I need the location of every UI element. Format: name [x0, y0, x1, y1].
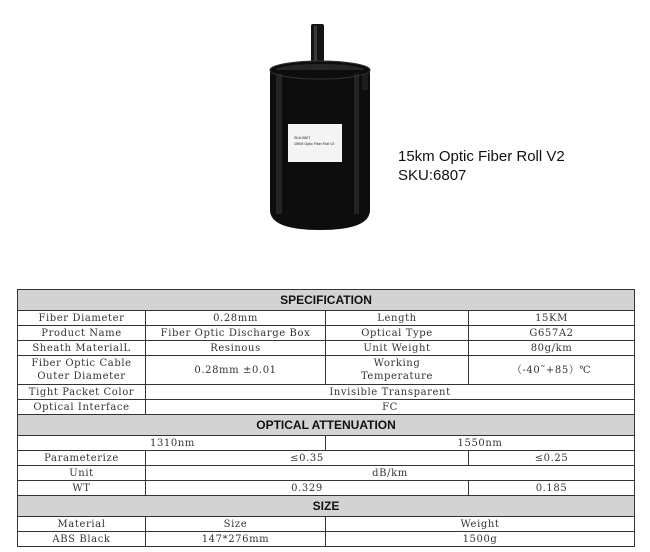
attenuation-key: Parameterize: [18, 451, 146, 466]
table-row: [18, 326, 635, 341]
attenuation-value: 0.329: [146, 481, 469, 496]
spec-value: （-40˜+85）℃: [469, 356, 635, 385]
spec-key: [18, 356, 146, 385]
specification-heading: SPECIFICATION: [18, 290, 635, 311]
attenuation-key: Unit: [18, 466, 146, 481]
specification-table: [17, 289, 635, 547]
table-row: [18, 311, 635, 326]
specification-heading-row: [18, 290, 635, 311]
product-image: [262, 24, 378, 232]
spec-key-line: Outer Diameter: [37, 371, 126, 382]
spec-key: Sheath MaterialL: [18, 341, 146, 356]
table-row: [18, 385, 635, 400]
attenuation-heading-row: [18, 415, 635, 436]
spec-key: Product Name: [18, 326, 146, 341]
table-row: [18, 356, 635, 385]
table-row: [18, 481, 635, 496]
size-heading: SIZE: [18, 496, 635, 517]
spec-key-line: Working: [373, 358, 421, 369]
spec-value: 15KM: [469, 311, 635, 326]
product-label: [288, 124, 342, 162]
table-row: [18, 341, 635, 356]
table-row: [18, 436, 635, 451]
size-value: ABS Black: [18, 532, 146, 547]
spec-value: 0.28mm: [146, 311, 326, 326]
spec-key: Optical Interface: [18, 400, 146, 415]
wavelength-1550: 1550nm: [326, 436, 635, 451]
size-heading-row: [18, 496, 635, 517]
table-row: [18, 451, 635, 466]
spec-value: Resinous: [146, 341, 326, 356]
spec-value: Invisible Transparent: [146, 385, 635, 400]
spec-value: G657A2: [469, 326, 635, 341]
size-value: 147*276mm: [146, 532, 326, 547]
spec-value: 0.28mm ±0.01: [146, 356, 326, 385]
spec-value: Fiber Optic Discharge Box: [146, 326, 326, 341]
table-row: [18, 517, 635, 532]
spec-key: Tight Packet Color: [18, 385, 146, 400]
wavelength-1310: 1310nm: [18, 436, 326, 451]
table-row: [18, 400, 635, 415]
svg-text:15KM Optic Fiber Roll V2: 15KM Optic Fiber Roll V2: [294, 142, 335, 146]
attenuation-value: ≤0.25: [469, 451, 635, 466]
attenuation-value: dB/km: [146, 466, 635, 481]
spec-key-line: Temperature: [360, 371, 434, 382]
spec-key: Fiber Diameter: [18, 311, 146, 326]
table-row: [18, 532, 635, 547]
size-column-header: Weight: [326, 517, 635, 532]
attenuation-heading: OPTICAL ATTENUATION: [18, 415, 635, 436]
size-column-header: Size: [146, 517, 326, 532]
spec-value: 80g/km: [469, 341, 635, 356]
product-name: 15km Optic Fiber Roll V2: [398, 148, 565, 165]
attenuation-value: ≤0.35: [146, 451, 469, 466]
attenuation-value: 0.185: [469, 481, 635, 496]
spec-key-line: Fiber Optic Cable: [31, 358, 132, 369]
product-title-block: [398, 147, 565, 185]
product-sku: SKU:6807: [398, 167, 467, 184]
spec-key: Optical Type: [326, 326, 469, 341]
attenuation-key: WT: [18, 481, 146, 496]
svg-text:SKU:6807: SKU:6807: [294, 136, 311, 140]
spec-key: [326, 356, 469, 385]
size-column-header: Material: [18, 517, 146, 532]
spec-key: Length: [326, 311, 469, 326]
table-row: [18, 466, 635, 481]
spec-key: Unit Weight: [326, 341, 469, 356]
spec-value: FC: [146, 400, 635, 415]
size-value: 1500g: [326, 532, 635, 547]
